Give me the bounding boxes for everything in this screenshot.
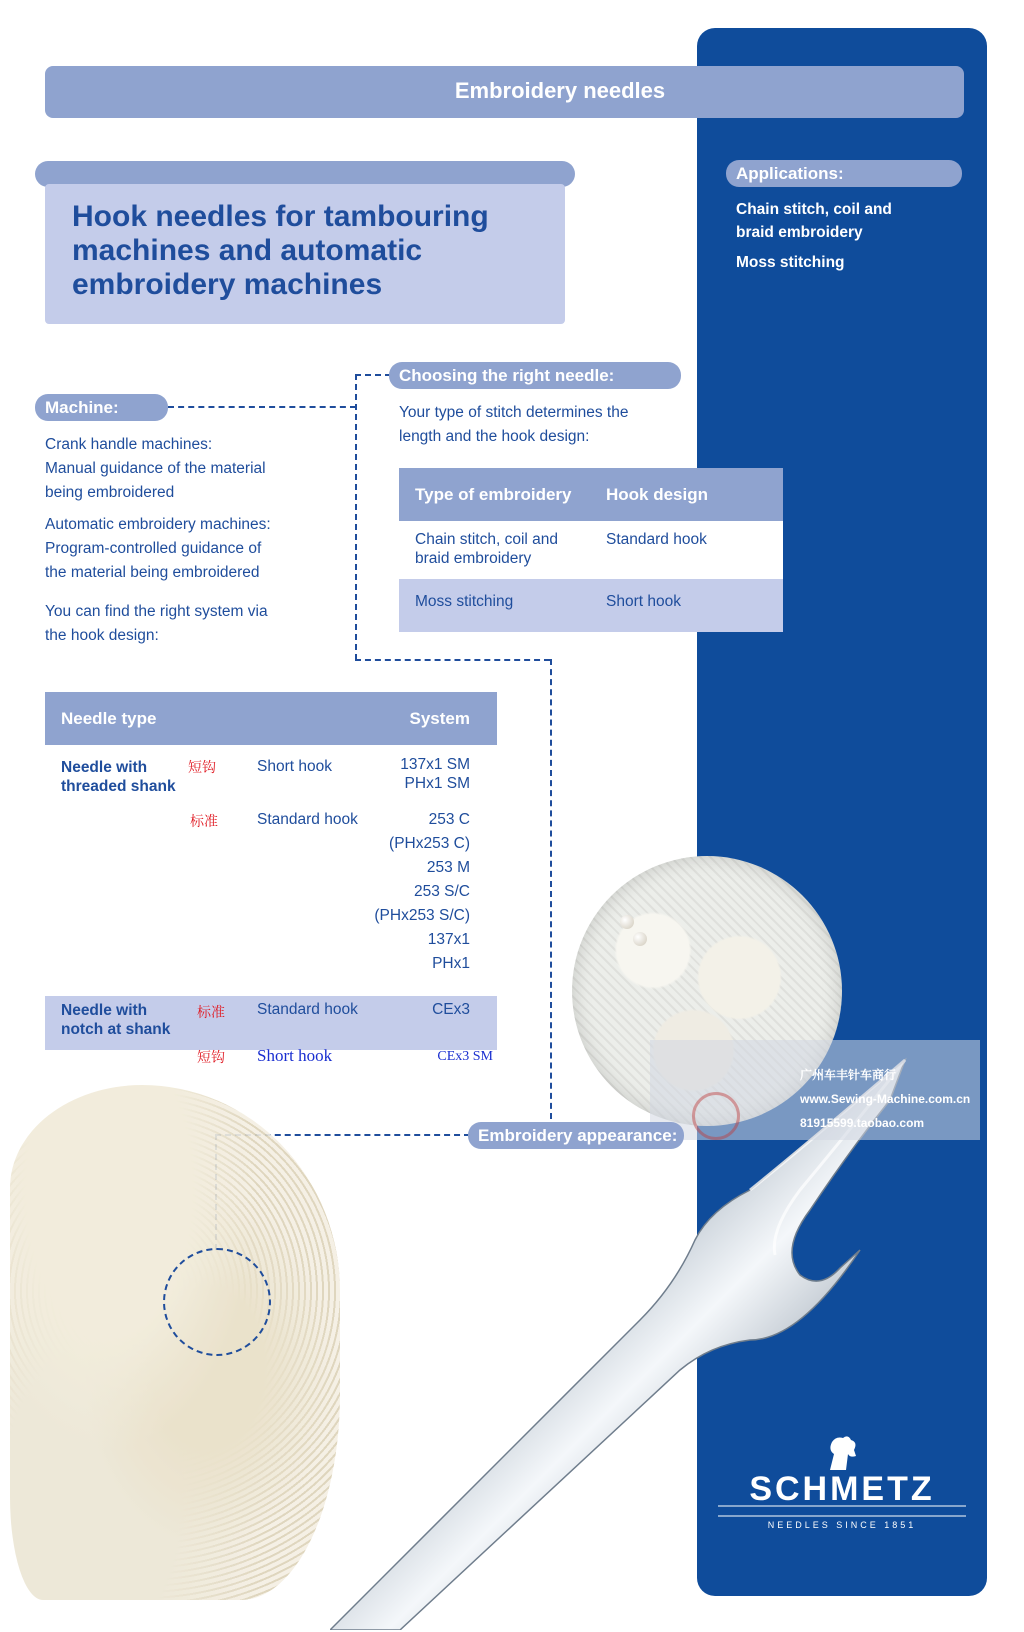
auto-line-3: the material being embroidered xyxy=(45,564,260,581)
system-137x1: 137x1 xyxy=(427,931,470,948)
schmetz-logo: SCHMETZ xyxy=(749,1470,935,1508)
applications-label: Applications: xyxy=(726,160,962,187)
watermark-line-1: 广州车丰针车商行 xyxy=(800,1068,897,1082)
threaded-standard-zh: 标准 xyxy=(190,814,218,830)
connector-machine xyxy=(168,406,356,408)
system-phx1: PHx1 xyxy=(432,955,470,972)
choosing-intro-1: Your type of stitch determines the xyxy=(399,404,629,421)
watermark-line-3: 81915599.taobao.com xyxy=(800,1116,925,1130)
find-line-1: You can find the right system via xyxy=(45,603,268,620)
lion-emblem-icon xyxy=(818,1432,868,1472)
headline-line-3: embroidery machines xyxy=(72,268,383,301)
notch-short-hook: Short hook xyxy=(257,1046,333,1065)
notch-standard-hook: Standard hook xyxy=(257,1001,358,1018)
applications-item-1b: braid embroidery xyxy=(736,224,863,241)
choosing-row-2-hook: Short hook xyxy=(606,593,681,610)
needle-notch-name xyxy=(61,1001,170,1039)
choosing-row-1-type xyxy=(415,530,558,568)
system-cex3: CEx3 xyxy=(432,1001,470,1018)
choosing-row-2-type: Moss stitching xyxy=(415,593,514,610)
threaded-short-hook: Short hook xyxy=(257,758,332,775)
needle-threaded-name xyxy=(61,758,176,796)
notch-short-zh: 短钩 xyxy=(197,1050,225,1066)
connector-choosing xyxy=(355,374,391,376)
system-253-c: 253 C xyxy=(428,811,470,828)
choosing-row-1-type-line-1: Chain stitch, coil and xyxy=(415,531,559,548)
threaded-standard-systems xyxy=(360,808,470,976)
choosing-row-1-type-line-2: braid embroidery xyxy=(415,550,532,567)
applications-list xyxy=(736,198,966,274)
lace-fabric-photo xyxy=(10,1085,340,1600)
headline-line-2: machines and automatic xyxy=(72,234,423,267)
logo-tagline: NEEDLES SINCE 1851 xyxy=(767,1520,917,1530)
logo-rules xyxy=(714,1504,970,1518)
header-type-of-embroidery: Type of embroidery xyxy=(415,485,572,504)
threaded-short-zh: 短钩 xyxy=(188,760,216,776)
machine-description xyxy=(45,433,345,648)
embroidery-appearance-label: Embroidery appearance: xyxy=(468,1122,684,1149)
pearl-bead xyxy=(633,932,647,946)
notch-standard-zh: 标准 xyxy=(197,1005,225,1021)
applications-item-1a: Chain stitch, coil and xyxy=(736,201,892,218)
needle-threaded-name-line-1: Needle with xyxy=(61,759,148,776)
headline-line-1: Hook needles for tambouring xyxy=(72,200,489,233)
fabric-detail-circle xyxy=(163,1248,271,1356)
system-phx253-c: (PHx253 C) xyxy=(389,835,470,852)
applications-item-2: Moss stitching xyxy=(736,254,845,271)
threaded-short-systems xyxy=(360,755,470,793)
crank-line-1: Crank handle machines: xyxy=(45,436,213,453)
system-phx253-s-c: (PHx253 S/C) xyxy=(374,907,470,924)
choosing-label: Choosing the right needle: xyxy=(389,362,681,389)
watermark-line-2: www.Sewing-Machine.com.cn xyxy=(800,1092,971,1106)
find-line-2: the hook design: xyxy=(45,627,159,644)
choosing-intro-2: length and the hook design: xyxy=(399,428,590,445)
needle-notch-name-line-2: notch at shank xyxy=(61,1021,171,1038)
machine-label: Machine: xyxy=(35,394,168,421)
headline xyxy=(72,200,552,302)
header-needle-type: Needle type xyxy=(61,709,157,728)
auto-line-1: Automatic embroidery machines: xyxy=(45,516,271,533)
system-253-s-c: 253 S/C xyxy=(413,883,470,900)
needle-threaded-name-line-2: threaded shank xyxy=(61,778,176,795)
system-cex3-sm: CEx3 SM xyxy=(437,1049,493,1064)
system-137x1-sm: 137x1 SM xyxy=(400,756,470,773)
auto-line-2: Program-controlled guidance of xyxy=(45,540,262,557)
needle-notch-name-line-1: Needle with xyxy=(61,1002,148,1019)
crank-line-2: Manual guidance of the material xyxy=(45,460,266,477)
threaded-standard-hook: Standard hook xyxy=(257,811,358,828)
header-hook-design: Hook design xyxy=(606,485,709,504)
choosing-row-1-hook: Standard hook xyxy=(606,531,707,548)
crank-line-3: being embroidered xyxy=(45,484,175,501)
connector-bottom xyxy=(355,659,550,661)
watermark-globe-icon xyxy=(692,1092,740,1140)
choosing-intro xyxy=(399,401,689,449)
banner-title: Embroidery needles xyxy=(454,78,666,103)
pearl-bead xyxy=(620,915,634,929)
header-system: System xyxy=(409,709,470,728)
connector-vertical-left xyxy=(355,374,357,660)
system-253-m: 253 M xyxy=(426,859,470,876)
system-phx1-sm: PHx1 SM xyxy=(404,775,470,792)
